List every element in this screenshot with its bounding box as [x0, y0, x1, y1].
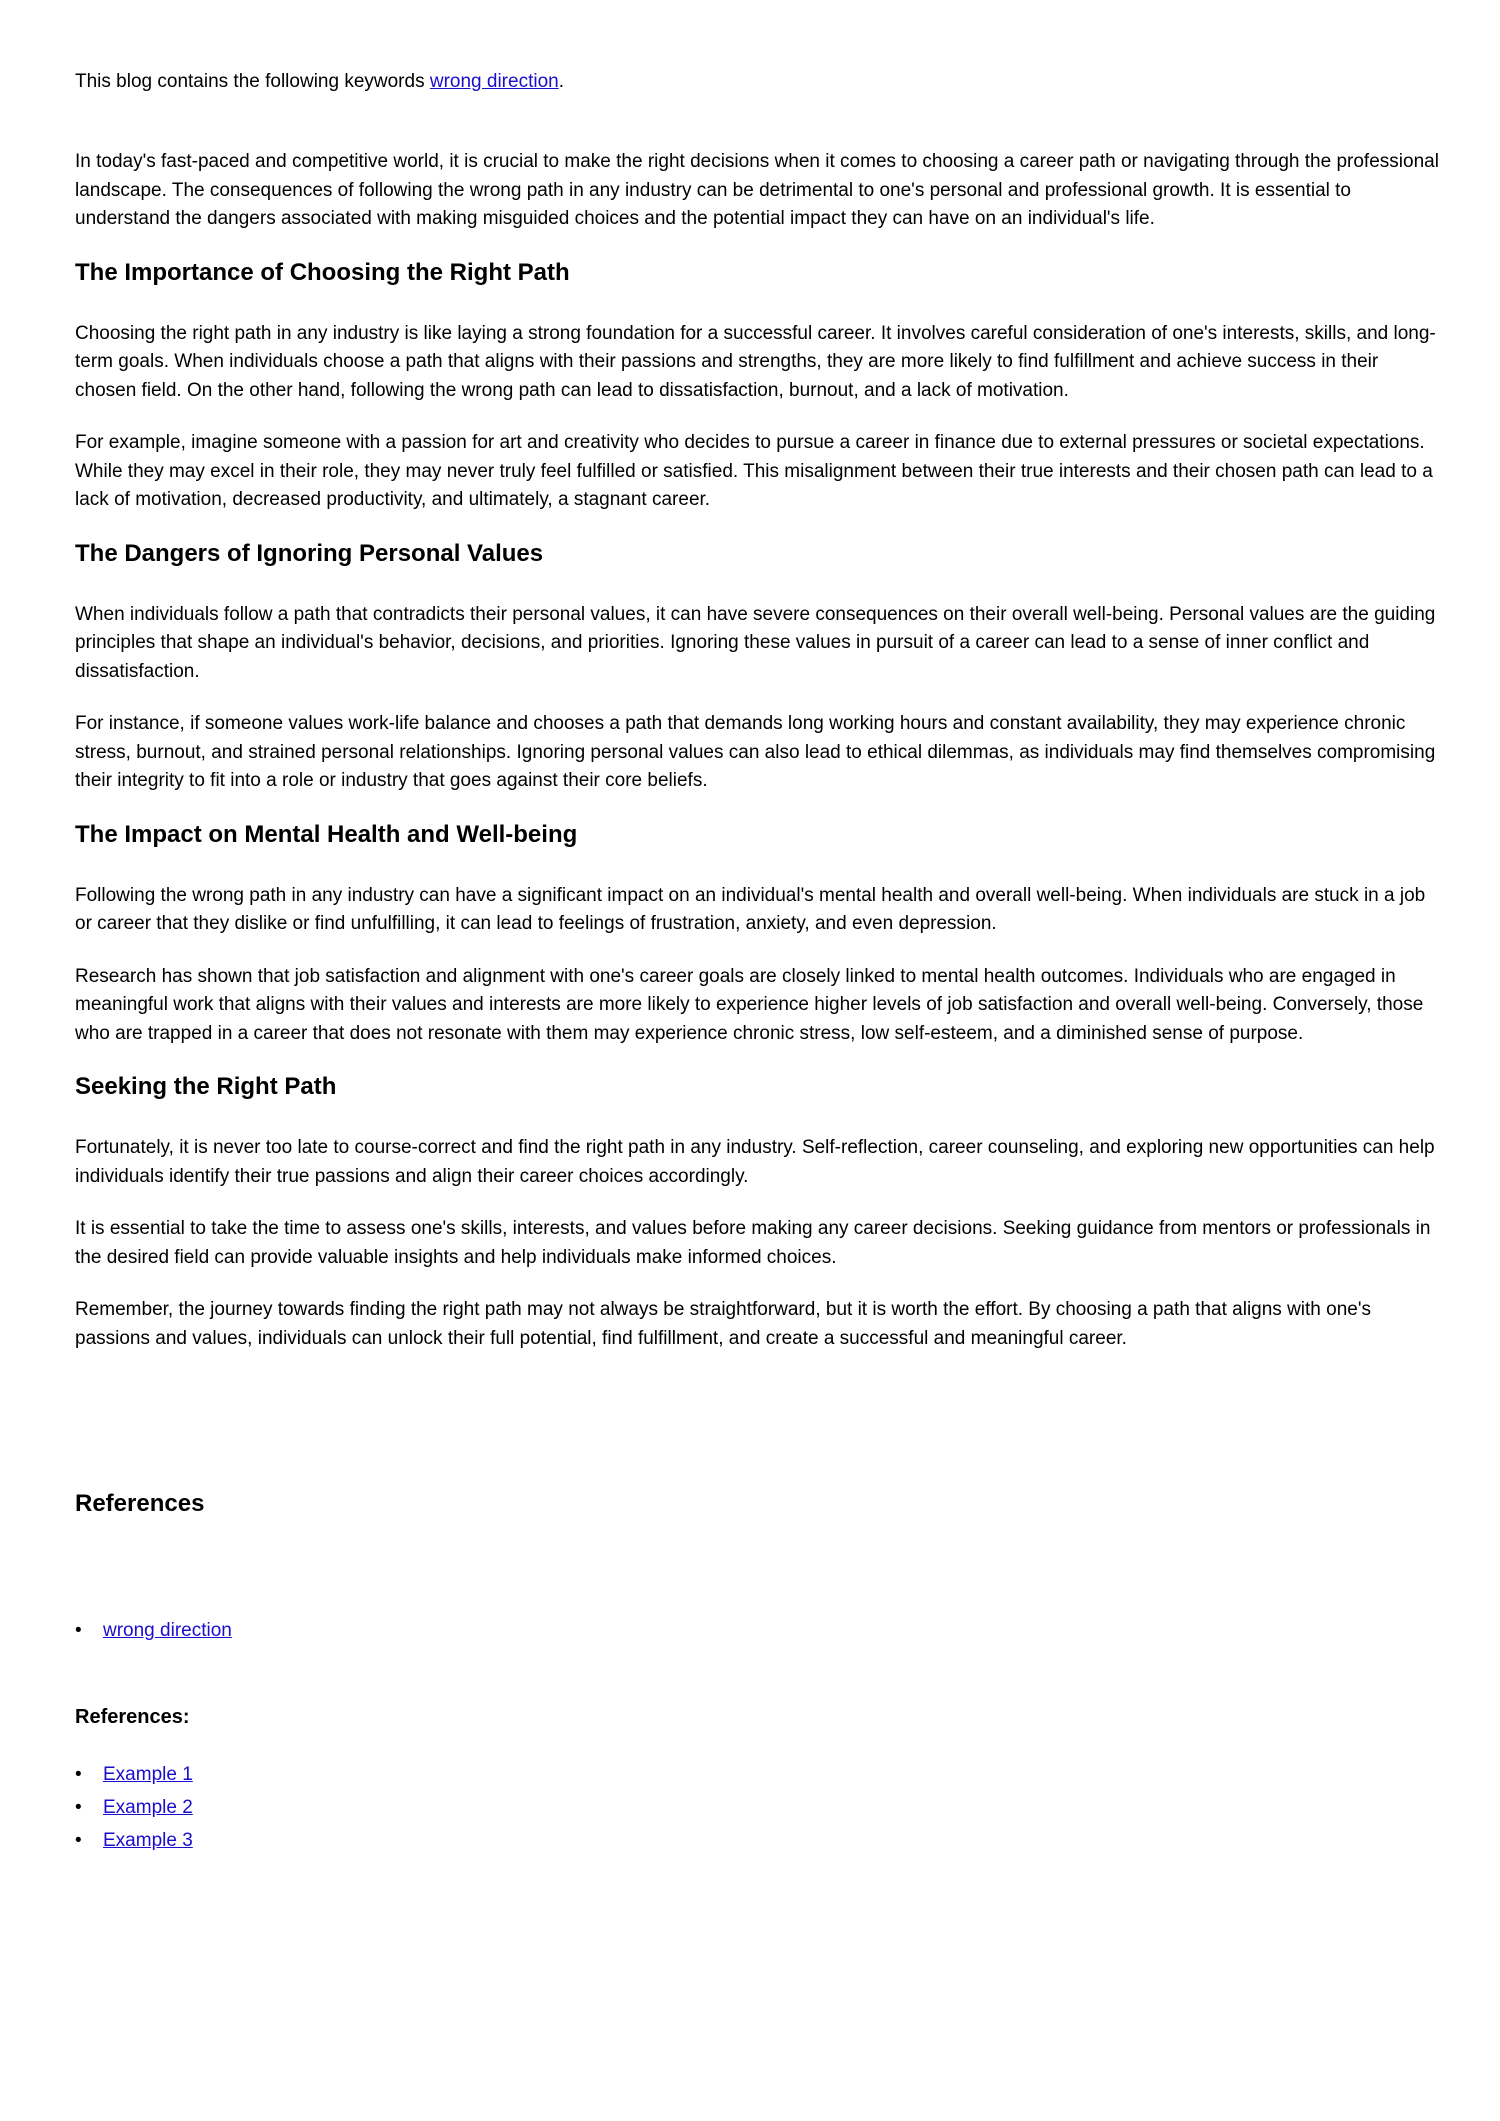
references-subheading: References: — [75, 1706, 190, 1728]
article-body — [75, 148, 1440, 1377]
bullet-icon: • — [75, 1620, 82, 1641]
paragraph: Fortunately, it is never too late to course-correct and find the right path in any industry. Self-reflection, career counseling, and exploring new opportunities can help individuals identify their true passions and align their career choices accordingly. — [75, 1137, 1435, 1187]
paragraph: For example, imagine someone with a passion for art and creativity who decides to pursue a career in finance due to external pressures or societal expectations. While they may excel in their role, they may never truly feel fulfilled or satisfied. This misalignment between their true interests and their chosen path can lead to a lack of motivation, decreased productivity, and ultimately, a stagnant career. — [75, 432, 1433, 510]
list-item — [75, 1758, 193, 1791]
section-heading-seeking: Seeking the Right Path — [75, 1073, 337, 1100]
paragraph: Remember, the journey towards finding the right path may not always be straightforward, but it is worth the effort. By choosing a path that aligns with one's passions and values, individuals can unlock their full potential, find fulfillment, and create a successful and meaningful career. — [75, 1299, 1371, 1349]
reference-link-wrong-direction[interactable]: wrong direction — [103, 1620, 232, 1641]
paragraph: When individuals follow a path that contradicts their personal values, it can have severe consequences on their overall well-being. Personal values are the guiding principles that shape an individual's behavior, decisions, and priorities. Ignoring these values in pursuit of a career can lead to a sense of inner conflict and dissatisfaction. — [75, 603, 1436, 682]
reference-link-example-2[interactable]: Example 2 — [103, 1797, 193, 1818]
example-reference-list — [75, 1758, 193, 1857]
paragraph: It is essential to take the time to assess one's skills, interests, and values before making any career decisions. Seeking guidance from mentors or professionals in the desired field can provide valuable insights and help individuals make informed choices. — [75, 1218, 1431, 1268]
paragraph: Following the wrong path in any industry can have a significant impact on an individual's mental health and overall well-being. When individuals are stuck in a job or career that they dislike or find unfulfilling, it can lead to feelings of frustration, anxiety, and even depression. — [75, 884, 1426, 934]
list-item — [75, 1791, 193, 1824]
bullet-icon: • — [75, 1830, 82, 1851]
intro-paragraph: In today's fast-paced and competitive world, it is crucial to make the right decisions when it comes to choosing a career path or navigating through the professional landscape. The consequences of following the wrong path in any industry can be detrimental to one's personal and professional growth. It is essential to understand the dangers associated with making misguided choices and the potential impact they can have on an individual's life. — [75, 151, 1439, 229]
keywords-suffix: . — [558, 71, 564, 92]
bullet-icon: • — [75, 1764, 82, 1785]
paragraph: Research has shown that job satisfaction and alignment with one's career goals are closely linked to mental health outcomes. Individuals who are engaged in meaningful work that aligns with their values and interests are more likely to experience higher levels of job satisfaction and overall well-being. Conversely, those who are trapped in a career that does not resonate with them may experience chronic stress, low self-esteem, and a diminished sense of purpose. — [75, 965, 1424, 1044]
keyword-reference-list — [75, 1614, 232, 1647]
section-heading-dangers: The Dangers of Ignoring Personal Values — [75, 539, 544, 567]
bullet-icon: • — [75, 1797, 82, 1818]
keywords-prefix: This blog contains the following keywords — [75, 71, 430, 92]
list-item — [75, 1614, 232, 1647]
paragraph: For instance, if someone values work-life balance and chooses a path that demands long working hours and constant availability, they may experience chronic stress, burnout, and strained personal relationships. Ignoring personal values can also lead to ethical dilemmas, as individuals may find themselves compromising their integrity to fit into a role or industry that goes against their core beliefs. — [75, 713, 1436, 791]
paragraph: Choosing the right path in any industry is like laying a strong foundation for a successful career. It involves careful consideration of one's interests, skills, and long-term goals. When individuals choose a path that aligns with their passions and strengths, they are more likely to find fulfillment and achieve success in their chosen field. On the other hand, following the wrong path can lead to dissatisfaction, burnout, and a lack of motivation. — [75, 322, 1436, 401]
keywords-line — [75, 68, 564, 97]
reference-link-example-1[interactable]: Example 1 — [103, 1764, 193, 1785]
reference-link-example-3[interactable]: Example 3 — [103, 1830, 193, 1851]
section-heading-mental-health: The Impact on Mental Health and Well-being — [75, 820, 578, 848]
keyword-link-wrong-direction[interactable]: wrong direction — [429, 71, 559, 92]
list-item — [75, 1824, 193, 1857]
section-heading-importance: The Importance of Choosing the Right Path — [75, 258, 570, 286]
references-heading: References — [75, 1490, 205, 1517]
